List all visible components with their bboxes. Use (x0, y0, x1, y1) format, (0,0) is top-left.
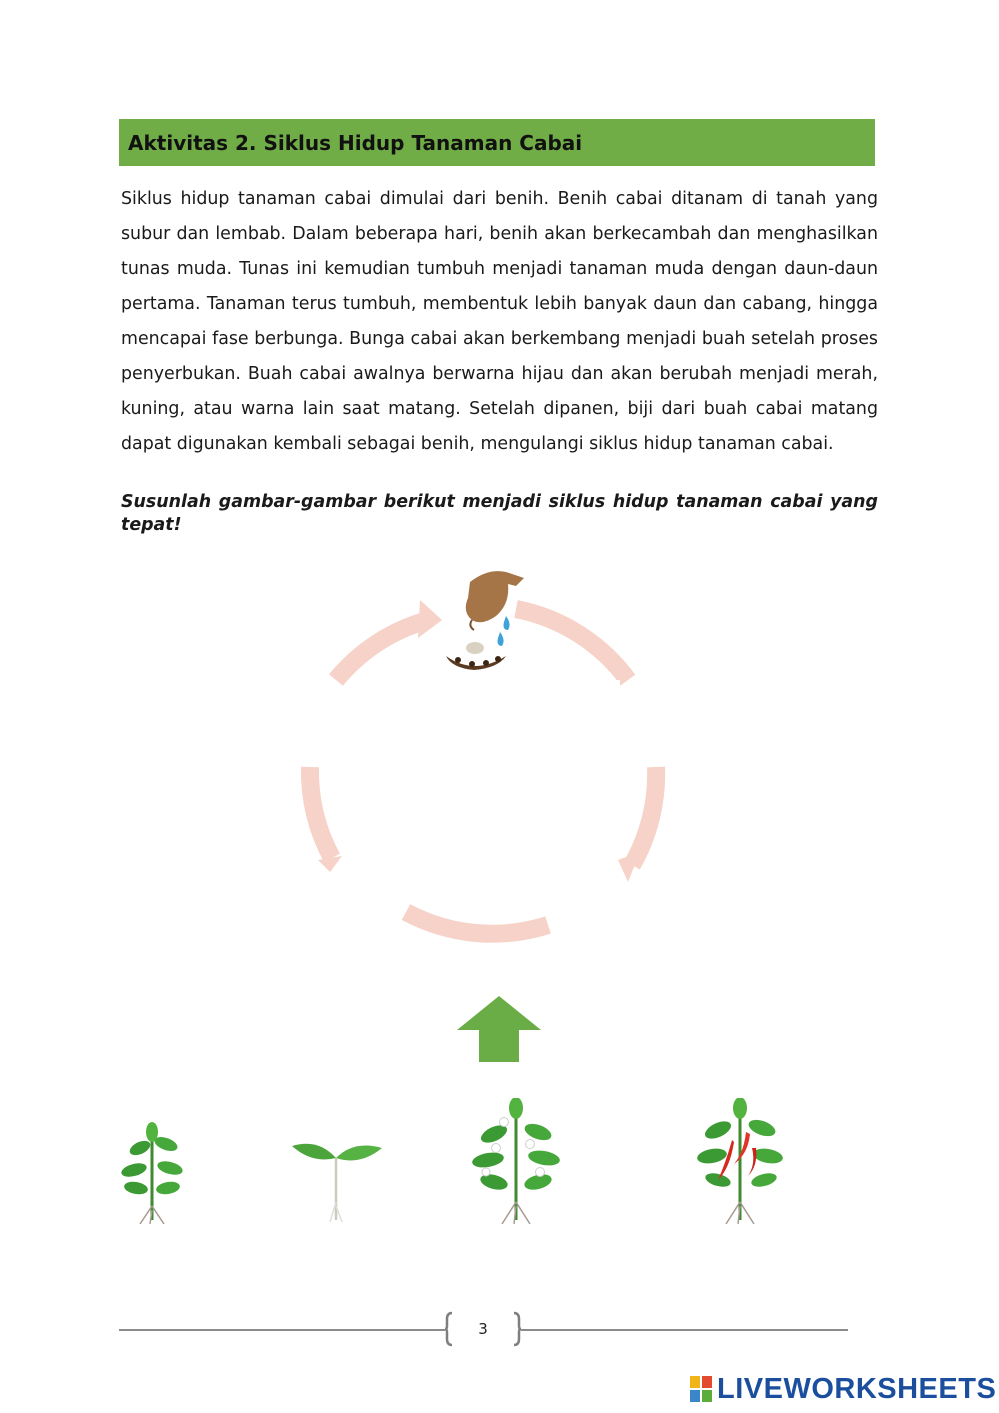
drop-slot-right[interactable] (545, 690, 695, 850)
intro-paragraph: Siklus hidup tanaman cabai dimulai dari benih. Benih cabai ditanam di tanah yang subur dan lembab. Dalam beberapa hari, benih akan berkecambah dan menghasilkan tunas muda. Tunas ini kemudian tumbuh menjadi tanaman muda dengan daun-daun pertama. Tanaman terus tumbuh, membentuk lebih banyak daun dan cabang, hingga mencapai fase berbunga. Bunga cabai akan berkembang menjadi buah setelah proses penyerbukan. Buah cabai awalnya berwarna hijau dan akan berubah menjadi merah, kuning, atau warna lain saat matang. Setelah dipanen, biji dari buah cabai matang dapat digunakan kembali sebagai benih, mengulangi siklus hidup tanaman cabai. (121, 189, 878, 454)
instruction-text: Susunlah gambar-gambar berikut menjadi siklus hidup tanaman cabai yang tepat! (121, 492, 878, 535)
liveworksheets-logo-icon (690, 1376, 712, 1402)
page-bracket-right (512, 1311, 522, 1347)
cycle-arrow-top-left (336, 620, 428, 680)
flowering-plant-icon[interactable] (466, 1098, 566, 1224)
footer-divider-right (521, 1329, 848, 1331)
section-title-bar (119, 119, 875, 166)
liveworksheets-logo-text: LIVEWORKSHEETS (717, 1372, 997, 1405)
young-plant-icon[interactable] (114, 1120, 190, 1224)
page-number: 3 (478, 1320, 488, 1338)
cycle-arrowhead-left (318, 856, 342, 872)
page-bracket-left (444, 1311, 454, 1347)
footer-divider-left (119, 1329, 445, 1331)
section-title: Aktivitas 2. Siklus Hidup Tanaman Cabai (128, 130, 583, 155)
liveworksheets-logo (690, 1370, 996, 1408)
drop-slot-left[interactable] (290, 690, 440, 850)
seed-planting-icon (438, 564, 534, 676)
fruiting-plant-icon[interactable] (694, 1098, 786, 1224)
up-arrow-icon (457, 996, 541, 1062)
sprout-icon[interactable] (288, 1132, 384, 1224)
